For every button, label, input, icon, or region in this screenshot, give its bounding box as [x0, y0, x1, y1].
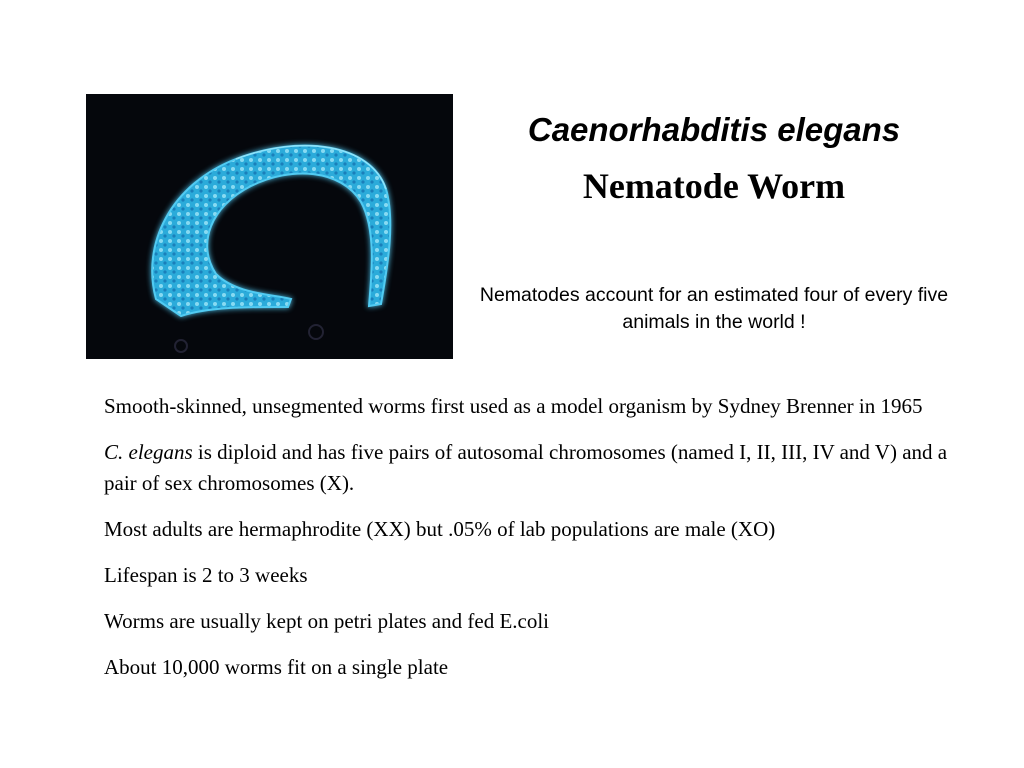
title-block	[470, 108, 958, 208]
list-item: Smooth-skinned, unsegmented worms first used as a model organism by Sydney Brenner in 1965	[104, 394, 923, 418]
list-item: About 10,000 worms fit on a single plate	[104, 655, 449, 679]
fact-list	[104, 391, 954, 698]
list-item: Lifespan is 2 to 3 weeks	[104, 563, 308, 587]
fluorescent-worm-icon	[86, 94, 453, 359]
scientific-name-title: Caenorhabditis elegans	[527, 111, 901, 148]
worm-photo	[86, 94, 453, 359]
list-item: Most adults are hermaphrodite (XX) but .05% of lab populations are male (XO)	[104, 517, 776, 541]
worm-body	[152, 146, 390, 316]
list-item: Worms are usually kept on petri plates and fed E.coli	[104, 609, 550, 633]
common-name-subtitle: Nematode Worm	[582, 166, 846, 206]
nematode-fact: Nematodes account for an estimated four of every five animals in the world !	[479, 284, 949, 333]
list-item: C. elegans is diploid and has five pairs of autosomal chromosomes (named I, II, III, IV and V) and a pair of sex chromosomes (X).	[104, 440, 948, 495]
species-abbrev: C. elegans	[104, 440, 193, 464]
